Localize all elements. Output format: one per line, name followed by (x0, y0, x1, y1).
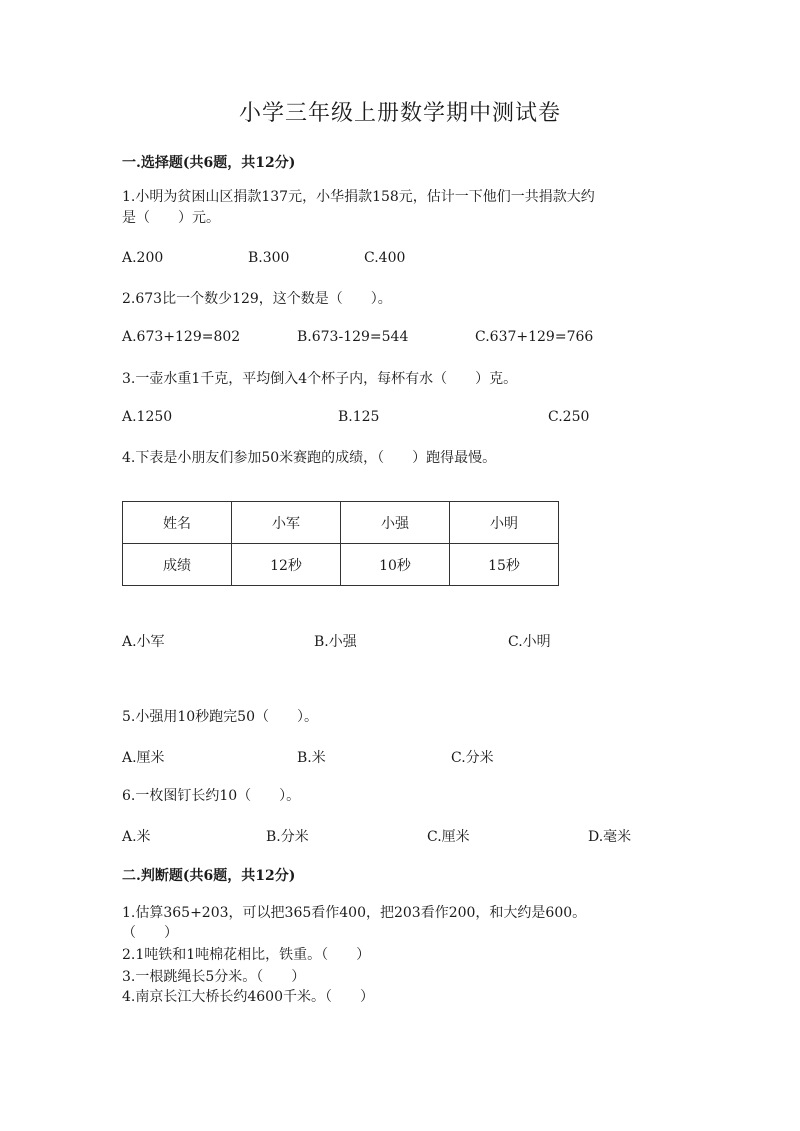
question-3-text: 3.一壶水重1千克，平均倒入4个杯子内，每杯有水（ ）克。 (122, 371, 518, 387)
question-1-option-b[interactable]: B.300 (248, 250, 290, 266)
question-6-text: 6.一枚图钉长约10（ ）。 (122, 788, 301, 804)
table-cell: 10秒 (341, 544, 450, 586)
section-heading-choice: 一.选择题(共6题，共12分) (122, 155, 296, 171)
question-5-option-a[interactable]: A.厘米 (122, 750, 165, 766)
question-3-option-b[interactable]: B.125 (338, 409, 380, 425)
section-heading-judge: 二.判断题(共6题，共12分) (122, 868, 296, 884)
question-5-text: 5.小强用10秒跑完50（ ）。 (122, 709, 318, 725)
table-cell: 小军 (232, 502, 341, 544)
judge-1-text-cont: （ ） (122, 925, 178, 941)
question-4-option-c[interactable]: C.小明 (508, 634, 551, 650)
table-cell: 成绩 (123, 544, 232, 586)
question-2-option-c[interactable]: C.637+129=766 (475, 329, 594, 345)
page-title: 小学三年级上册数学期中测试卷 (238, 101, 561, 126)
table-cell: 15秒 (450, 544, 559, 586)
question-2-text: 2.673比一个数少129，这个数是（ ）。 (122, 291, 392, 307)
table-row (123, 502, 559, 544)
table-cell: 12秒 (232, 544, 341, 586)
question-4-text: 4.下表是小朋友们参加50米赛跑的成绩，（ ）跑得最慢。 (122, 450, 497, 466)
judge-1-text: 1.估算365+203，可以把365看作400，把203看作200，和大约是600。 (122, 905, 587, 921)
judge-4-text: 4.南京长江大桥长约4600千米。（ ） (122, 989, 374, 1005)
table-cell: 小强 (341, 502, 450, 544)
question-6-option-d[interactable]: D.毫米 (588, 829, 632, 845)
question-1-option-a[interactable]: A.200 (122, 250, 164, 266)
question-1-text-cont: 是（ ）元。 (122, 210, 220, 226)
question-4-option-b[interactable]: B.小强 (314, 634, 357, 650)
question-3-option-a[interactable]: A.1250 (122, 409, 173, 425)
question-5-option-b[interactable]: B.米 (297, 750, 326, 766)
table-cell: 小明 (450, 502, 559, 544)
question-5-option-c[interactable]: C.分米 (451, 750, 494, 766)
table-cell: 姓名 (123, 502, 232, 544)
question-1-text: 1.小明为贫困山区捐款137元，小华捐款158元，估计一下他们一共捐款大约 (122, 189, 595, 205)
judge-2-text: 2.1吨铁和1吨棉花相比，铁重。（ ） (122, 947, 371, 963)
question-6-option-a[interactable]: A.米 (122, 829, 151, 845)
question-1-option-c[interactable]: C.400 (364, 250, 406, 266)
question-6-option-c[interactable]: C.厘米 (427, 829, 470, 845)
question-4-option-a[interactable]: A.小军 (122, 634, 165, 650)
results-table (122, 501, 559, 586)
question-3-option-c[interactable]: C.250 (548, 409, 590, 425)
judge-3-text: 3.一根跳绳长5分米。（ ） (122, 969, 306, 985)
question-6-option-b[interactable]: B.分米 (266, 829, 309, 845)
question-2-option-a[interactable]: A.673+129=802 (122, 329, 241, 345)
table-row (123, 544, 559, 586)
question-2-option-b[interactable]: B.673-129=544 (297, 329, 409, 345)
